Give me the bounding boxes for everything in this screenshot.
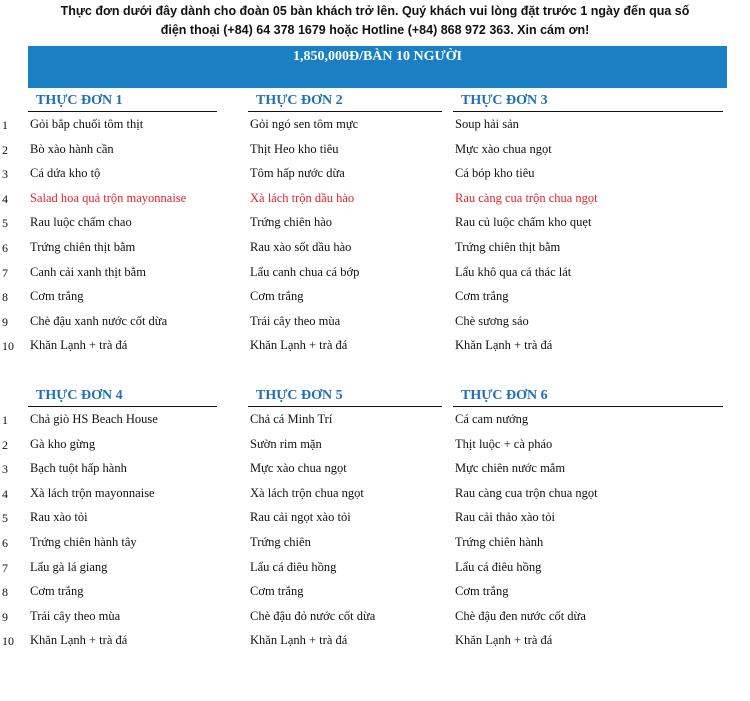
menu-item: Trái cây theo mùa — [250, 313, 341, 328]
menu-item: Xà lách trộn dầu hào — [250, 190, 355, 205]
row-number: 10 — [2, 634, 14, 649]
menu-item: Cơm trắng — [455, 584, 509, 599]
menu-item: Cơm trắng — [455, 289, 509, 304]
row-number: 4 — [2, 486, 8, 501]
menu-item: Sườn rim mặn — [250, 436, 322, 451]
menu-item: Gà kho gừng — [30, 436, 96, 451]
menu-title: THỰC ĐƠN 1 — [36, 93, 123, 108]
menu-item: Tôm hấp nước dừa — [250, 166, 345, 181]
menu-item: Rau càng cua trộn chua ngọt — [455, 190, 598, 205]
menu-item: Cá bóp kho tiêu — [455, 166, 535, 181]
menu-item: Khăn Lạnh + trà đá — [250, 338, 348, 353]
menu-item: Khăn Lạnh + trà đá — [30, 338, 128, 353]
menu-title: THỰC ĐƠN 2 — [256, 93, 343, 108]
menu-item: Bạch tuột hấp hành — [30, 461, 127, 476]
menu-item: Chè sương sáo — [455, 313, 529, 328]
menu-item: Trái cây theo mùa — [30, 608, 121, 623]
menu-item: Rau cải thảo xào tỏi — [455, 510, 555, 525]
menu-item: Xà lách trộn mayonnaise — [30, 485, 155, 500]
price-banner-text: 1,850,000Đ/BÀN 10 NGƯỜI — [292, 49, 463, 64]
row-number: 1 — [2, 413, 8, 427]
row-number: 9 — [2, 609, 8, 624]
menu-item: Thịt luộc + cà pháo — [455, 436, 553, 451]
menu-item: Rau cải ngọt xào tỏi — [250, 510, 351, 525]
menu-item: Thịt Heo kho tiêu — [250, 141, 339, 156]
menu-item: Rau càng cua trộn chua ngọt — [455, 485, 598, 500]
menu-title-rule — [248, 406, 442, 407]
row-number: 7 — [2, 560, 8, 575]
menu-item: Lẩu canh chua cá bớp — [250, 264, 360, 279]
row-number: 2 — [2, 142, 8, 157]
menu-item: Chả giò HS Beach House — [30, 412, 158, 426]
row-number: 9 — [2, 314, 8, 329]
menu-item: Salad hoa quả trộn mayonnaise — [30, 190, 187, 205]
menu-item: Mực chiên nước mắm — [455, 461, 566, 476]
menu-item: Cơm trắng — [30, 289, 84, 304]
menu-item: Mực xào chua ngọt — [250, 461, 347, 476]
row-number: 3 — [2, 462, 8, 477]
menu-title: THỰC ĐƠN 4 — [36, 388, 123, 403]
row-number: 1 — [2, 118, 8, 132]
row-number: 10 — [2, 339, 14, 354]
menu-item: Lẩu cá điêu hồng — [250, 559, 337, 574]
menu-item: Chè đậu đen nước cốt dừa — [455, 608, 586, 623]
menu-item: Bò xào hành cần — [30, 141, 114, 156]
row-number: 6 — [2, 241, 8, 255]
menu-item: Lẩu cá điêu hồng — [455, 559, 542, 574]
row-number: 6 — [2, 536, 8, 550]
menu-item: Canh cải xanh thịt bằm — [30, 264, 146, 279]
menu-item: Lẩu khô qua cá thác lát — [455, 264, 572, 279]
menu-item: Trứng chiên hành — [455, 535, 544, 549]
menu-item: Trứng chiên hào — [250, 215, 333, 230]
menu-item: Rau xào sốt dầu hào — [250, 240, 352, 254]
row-number: 4 — [2, 191, 8, 206]
menu-item: Chả cá Minh Trí — [250, 412, 333, 426]
menu-item: Khăn Lạnh + trà đá — [30, 633, 128, 648]
menu-title-rule — [28, 111, 217, 112]
notice-line-1: Thực đơn dưới đây dành cho đoàn 05 bàn khách trở lên. Quý khách vui lòng đặt trước 1 ngày đến qua số — [60, 4, 690, 18]
row-number: 5 — [2, 216, 8, 231]
menu-title-rule — [248, 111, 442, 112]
menu-item: Cơm trắng — [250, 584, 304, 599]
menu-item: Cơm trắng — [30, 584, 84, 599]
row-number: 2 — [2, 437, 8, 452]
menu-item: Chè đậu đỏ nước cốt dừa — [250, 608, 376, 623]
menu-item: Cá cam nướng — [455, 412, 529, 426]
menu-item: Khăn Lạnh + trà đá — [455, 633, 553, 648]
row-number: 8 — [2, 290, 8, 305]
menu-item: Trứng chiên — [250, 535, 311, 549]
menu-item: Cơm trắng — [250, 289, 304, 304]
row-number: 7 — [2, 265, 8, 280]
menu-item: Chè đậu xanh nước cốt dừa — [30, 313, 168, 328]
menu-item: Trứng chiên hành tây — [30, 535, 137, 549]
notice-line-2: điện thoại (+84) 64 378 1679 hoặc Hotline (+84) 868 972 363. Xin cám ơn! — [160, 23, 590, 37]
menu-item: Cá dứa kho tộ — [30, 166, 101, 181]
menu-item: Gỏi ngó sen tôm mực — [250, 117, 359, 131]
menu-title: THỰC ĐƠN 6 — [461, 388, 548, 403]
menu-item: Gỏi bắp chuối tôm thịt — [30, 117, 144, 131]
menu-title-rule — [453, 111, 723, 112]
menu-item: Khăn Lạnh + trà đá — [455, 338, 553, 353]
menu-item: Lẩu gà lá giang — [30, 559, 108, 574]
menu-item: Trứng chiên thịt bằm — [455, 240, 561, 254]
menu-item: Soup hải sản — [455, 117, 519, 131]
menu-title-rule — [28, 406, 217, 407]
menu-item: Rau luộc chấm chao — [30, 215, 132, 230]
row-number: 8 — [2, 585, 8, 600]
menu-item: Khăn Lạnh + trà đá — [250, 633, 348, 648]
menu-item: Mực xào chua ngọt — [455, 141, 552, 156]
row-number: 5 — [2, 511, 8, 526]
menu-item: Trứng chiên thịt bằm — [30, 240, 136, 254]
menu-title: THỰC ĐƠN 5 — [256, 388, 343, 403]
row-number: 3 — [2, 167, 8, 182]
menu-item: Rau xào tỏi — [30, 510, 88, 525]
menu-title: THỰC ĐƠN 3 — [461, 93, 548, 108]
menu-item: Rau củ luộc chấm kho quẹt — [455, 215, 592, 230]
menu-title-rule — [453, 406, 723, 407]
booking-notice — [0, 2, 750, 40]
price-banner — [28, 46, 727, 88]
menu-item: Xà lách trộn chua ngọt — [250, 485, 364, 500]
